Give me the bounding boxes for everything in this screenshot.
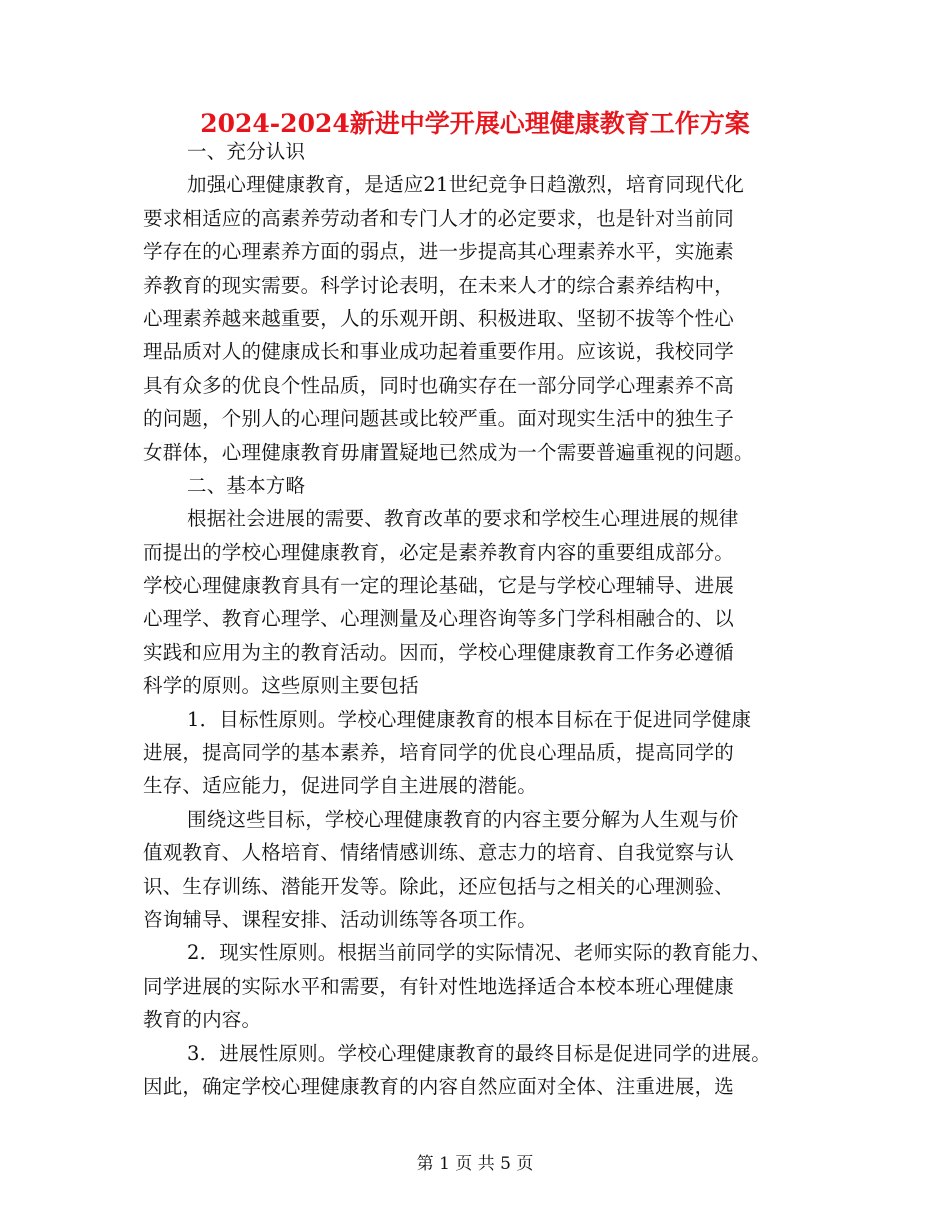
body-text-line: 科学的原则。这些原则主要包括 bbox=[143, 674, 419, 698]
body-text-line: 生存、适应能力，促进同学自主进展的潜能。 bbox=[143, 774, 538, 798]
body-text-line: 因此，确定学校心理健康教育的内容自然应面对全体、注重进展，选 bbox=[143, 1074, 735, 1098]
body-text-line: 而提出的学校心理健康教育，必定是素养教育内容的重要组成部分。 bbox=[143, 540, 735, 564]
page-footer: 第 1 页 共 5 页 bbox=[416, 1154, 534, 1174]
body-text-line: 学存在的心理素养方面的弱点，进一步提高其心理素养水平，实施素 bbox=[143, 240, 735, 264]
body-text-line: 女群体，心理健康教育毋庸置疑地已然成为一个需要普遍重视的问题。 bbox=[143, 440, 754, 464]
body-text-line: 的问题，个别人的心理问题甚或比较严重。面对现实生活中的独生子 bbox=[143, 407, 735, 431]
document-title: 2024-2024新进中学开展心理健康教育工作方案 bbox=[200, 109, 750, 138]
body-text-line: 具有众多的优良个性品质，同时也确实存在一部分同学心理素养不高 bbox=[143, 373, 735, 397]
body-text-line: 心理学、教育心理学、心理测量及心理咨询等多门学科相融合的、以 bbox=[143, 607, 735, 631]
body-text-line: 要求相适应的高素养劳动者和专门人才的必定要求，也是针对当前同 bbox=[143, 206, 735, 230]
body-text-line: 3．进展性原则。学校心理健康教育的最终目标是促进同学的进展。 bbox=[187, 1041, 771, 1065]
body-text-line: 学校心理健康教育具有一定的理论基础，它是与学校心理辅导、进展 bbox=[143, 574, 735, 598]
body-text-line: 二、基本方略 bbox=[187, 473, 306, 497]
body-text-line: 理品质对人的健康成长和事业成功起着重要作用。应该说，我校同学 bbox=[143, 340, 735, 364]
body-text-line: 加强心理健康教育，是适应21世纪竞争日趋激烈，培育同现代化 bbox=[187, 173, 745, 197]
body-text-line: 识、生存训练、潜能开发等。除此，还应包括与之相关的心理测验、 bbox=[143, 874, 735, 898]
body-text-line: 2．现实性原则。根据当前同学的实际情况、老师实际的教育能力、 bbox=[187, 941, 771, 965]
body-text-line: 一、充分认识 bbox=[187, 140, 306, 163]
body-text-line: 同学进展的实际水平和需要，有针对性地选择适合本校本班心理健康 bbox=[143, 974, 735, 998]
body-text-line: 根据社会进展的需要、教育改革的要求和学校生心理进展的规律 bbox=[187, 507, 739, 531]
body-text-line: 心理素养越来越重要，人的乐观开朗、积极进取、坚韧不拔等个性心 bbox=[143, 306, 735, 330]
body-text-line: 值观教育、人格培育、情绪情感训练、意志力的培育、自我觉察与认 bbox=[143, 841, 735, 865]
body-text-line: 实践和应用为主的教育活动。因而，学校心理健康教育工作务必遵循 bbox=[143, 640, 735, 664]
body-text-line: 1．目标性原则。学校心理健康教育的根本目标在于促进同学健康 bbox=[187, 707, 752, 731]
document-body bbox=[143, 135, 823, 1103]
body-text-line: 咨询辅导、课程安排、活动训练等各项工作。 bbox=[143, 907, 538, 931]
body-text-line: 教育的内容。 bbox=[143, 1008, 262, 1032]
body-text-line: 围绕这些目标，学校心理健康教育的内容主要分解为人生观与价 bbox=[187, 807, 739, 831]
body-text-line: 进展，提高同学的基本素养，培育同学的优良心理品质，提高同学的 bbox=[143, 741, 735, 765]
body-text-line: 养教育的现实需要。科学讨论表明，在未来人才的综合素养结构中， bbox=[143, 273, 735, 297]
